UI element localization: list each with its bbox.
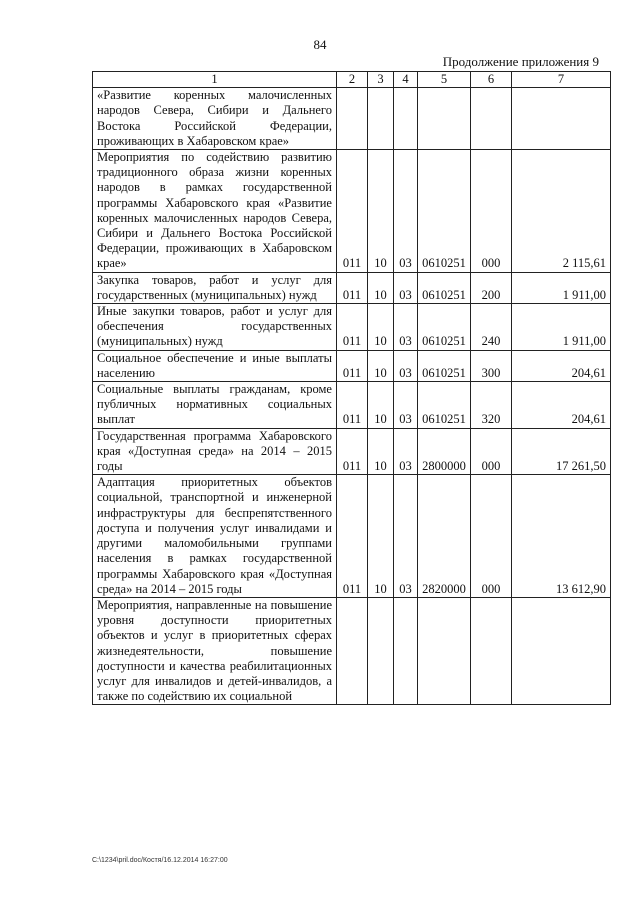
- subsection-code: 03: [394, 150, 418, 273]
- target-article-code: 0610251: [418, 150, 471, 273]
- amount: 17 261,50: [512, 428, 611, 475]
- table-row: [93, 88, 611, 150]
- document-path-footer: C:\1234\pril.doc/Костя/16.12.2014 16:27:00: [92, 857, 228, 864]
- expense-type-code: 320: [471, 382, 512, 429]
- subsection-code: 03: [394, 428, 418, 475]
- table-row: [93, 304, 611, 351]
- subsection-code: 03: [394, 382, 418, 429]
- table-row: [93, 272, 611, 303]
- table-row: [93, 428, 611, 475]
- ministry-code: 011: [337, 304, 368, 351]
- subsection-code: 03: [394, 475, 418, 598]
- table-row: [93, 597, 611, 704]
- target-article-code: 0610251: [418, 350, 471, 381]
- row-name: «Развитие коренных малочисленных народов Севера, Сибири и Дальнего Востока Российской Федерации, проживающих в Хабаровском крае»: [93, 88, 337, 150]
- ministry-code: 011: [337, 272, 368, 303]
- column-header: 3: [368, 72, 394, 88]
- ministry-code: [337, 88, 368, 150]
- amount: [512, 88, 611, 150]
- row-name: Мероприятия, направленные на повышение уровня доступности приоритетных объектов и услуг в приоритетных сферах жизнедеятельности, повышение доступности и качества реабилитационных услуг для инвалидов и детей-инвалидов, а также по содействию их социальной: [93, 597, 337, 704]
- ministry-code: 011: [337, 475, 368, 598]
- section-code: 10: [368, 150, 394, 273]
- amount: 204,61: [512, 382, 611, 429]
- ministry-code: 011: [337, 382, 368, 429]
- section-code: [368, 88, 394, 150]
- table-row: [93, 350, 611, 381]
- subsection-code: [394, 597, 418, 704]
- ministry-code: [337, 597, 368, 704]
- target-article-code: 0610251: [418, 382, 471, 429]
- section-code: 10: [368, 475, 394, 598]
- row-name: Закупка товаров, работ и услуг для государственных (муниципальных) нужд: [93, 272, 337, 303]
- column-header: 2: [337, 72, 368, 88]
- target-article-code: 0610251: [418, 304, 471, 351]
- table-row: [93, 475, 611, 598]
- amount: 1 911,00: [512, 304, 611, 351]
- row-name: Государственная программа Хабаровского края «Доступная среда» на 2014 – 2015 годы: [93, 428, 337, 475]
- amount: 1 911,00: [512, 272, 611, 303]
- column-header: 7: [512, 72, 611, 88]
- table-row: [93, 382, 611, 429]
- target-article-code: [418, 597, 471, 704]
- section-code: 10: [368, 428, 394, 475]
- amount: 13 612,90: [512, 475, 611, 598]
- ministry-code: 011: [337, 350, 368, 381]
- row-name: Мероприятия по содействию развитию традиционного образа жизни коренных народов в рамках государственной программы Хабаровского края «Развитие коренных малочисленных народов Севера, Сибири и Дальнего Востока Российской Федерации, проживающих в Хабаровском крае»: [93, 150, 337, 273]
- subsection-code: 03: [394, 272, 418, 303]
- row-name: Социальное обеспечение и иные выплаты населению: [93, 350, 337, 381]
- expense-type-code: [471, 88, 512, 150]
- target-article-code: [418, 88, 471, 150]
- column-header: 6: [471, 72, 512, 88]
- expense-type-code: 300: [471, 350, 512, 381]
- table-row: [93, 150, 611, 273]
- row-name: Адаптация приоритетных объектов социальной, транспортной и инженерной инфраструктуры для беспрепятственного доступа и получения услуг инвалидами и другими маломобильными группами населения в рамках государственной программы Хабаровского края «Доступная среда» на 2014 – 2015 годы: [93, 475, 337, 598]
- column-header: 1: [93, 72, 337, 88]
- section-code: 10: [368, 304, 394, 351]
- column-number-row: [93, 72, 611, 88]
- section-code: 10: [368, 382, 394, 429]
- amount: 204,61: [512, 350, 611, 381]
- expense-type-code: 200: [471, 272, 512, 303]
- page-number: 84: [313, 37, 327, 52]
- subsection-code: 03: [394, 350, 418, 381]
- amount: [512, 597, 611, 704]
- expense-type-code: 000: [471, 428, 512, 475]
- target-article-code: 0610251: [418, 272, 471, 303]
- section-code: [368, 597, 394, 704]
- subsection-code: 03: [394, 304, 418, 351]
- ministry-code: 011: [337, 428, 368, 475]
- ministry-code: 011: [337, 150, 368, 273]
- expense-type-code: 000: [471, 150, 512, 273]
- row-name: Социальные выплаты гражданам, кроме публичных нормативных социальных выплат: [93, 382, 337, 429]
- target-article-code: 2820000: [418, 475, 471, 598]
- column-header: 5: [418, 72, 471, 88]
- expense-type-code: [471, 597, 512, 704]
- row-name: Иные закупки товаров, работ и услуг для обеспечения государственных (муниципальных) нужд: [93, 304, 337, 351]
- target-article-code: 2800000: [418, 428, 471, 475]
- subsection-code: [394, 88, 418, 150]
- column-header: 4: [394, 72, 418, 88]
- continuation-label: Продолжение приложения 9: [442, 54, 599, 69]
- amount: 2 115,61: [512, 150, 611, 273]
- expense-type-code: 240: [471, 304, 512, 351]
- expense-type-code: 000: [471, 475, 512, 598]
- section-code: 10: [368, 350, 394, 381]
- section-code: 10: [368, 272, 394, 303]
- budget-table: [92, 71, 611, 705]
